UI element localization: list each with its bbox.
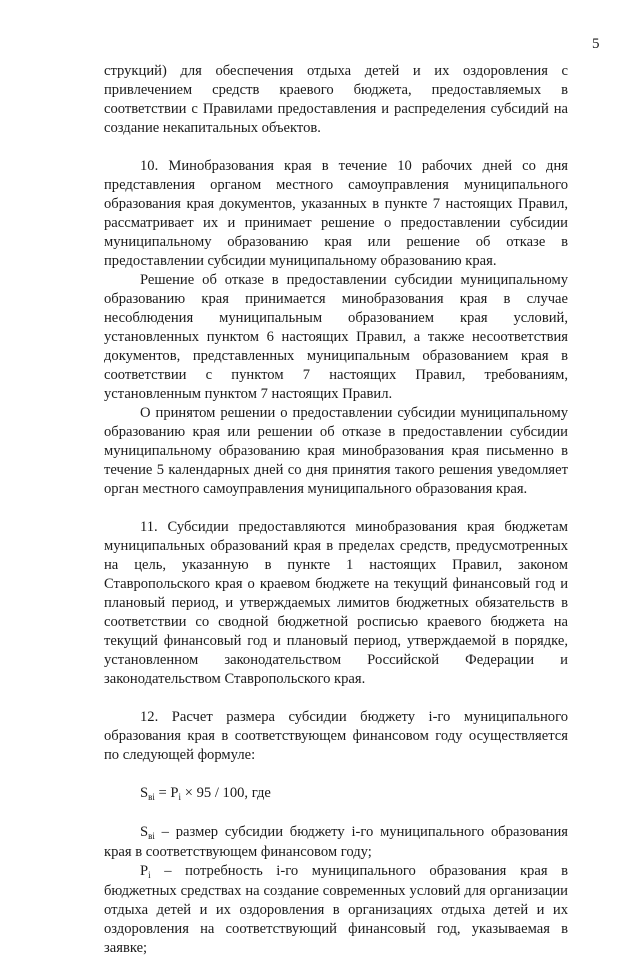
definition-subsidy: $S_{вi}$ – размер субсидии бюджету i-го муниципального образования края в соответствующем финансовом году; (104, 824, 568, 860)
definition-need: $P_i$ – потребность i-го муниципального образования края в бюджетных средствах на создание современных условий для организации отдыха детей и их оздоровления в организациях отдыха детей и их оздоровления на соответствующий финансовый год, указываемая в заявке; (104, 863, 568, 956)
paragraph-item-10: 10. Минобразования края в течение 10 рабочих дней со дня представления органом местного самоуправления муниципального образования края документов, указанных в пункте 7 настоящих Правил, рассматривает их и принимает решение о предоставлении субсидии муниципальному образованию края или решение об отказе в предоставлении субсидии муниципальному образованию края. (104, 158, 568, 269)
document-body (104, 62, 568, 958)
paragraph-notification: О принятом решении о предоставлении субсидии муниципальному образованию края или решении об отказе в предоставлении субсидии муниципальному образованию края минобразования края письменно в течение 5 календарных дней со дня принятия такого решения уведомляет орган местного самоуправления муниципального образования края. (104, 405, 568, 497)
paragraph-refusal: Решение об отказе в предоставлении субсидии муниципальному образованию края принимается минобразования края в случае несоблюдения муниципальным образованием края условий, установленных пунктом 6 настоящих Правил, а также несоответствия документов, представленных муниципальным образованием края в соответствии с пунктом 7 настоящих Правил, требованиям, установленным пунктом 7 настоящих Правил. (104, 272, 568, 402)
paragraph-item-12: 12. Расчет размера субсидии бюджету i-го муниципального образования края в соответствующем финансовом году осуществляется по следующей формуле: (104, 709, 568, 763)
subsidy-formula: $S_{вi} = P_i \times 95 / 100$, где (140, 785, 271, 802)
page-number: 5 (592, 36, 600, 52)
paragraph-item-11: 11. Субсидии предоставляются минобразования края бюджетам муниципальных образований края в пределах средств, предусмотренных на цель, указанную в пункте 1 настоящих Правил, законом Ставропольского края о краевом бюджете на текущий финансовый год и плановый период, и утверждаемых лимитов бюджетных обязательств в соответствии со сводной бюджетной росписью краевого бюджета на текущий финансовый год и плановый период, утверждаемой в порядке, установленном законодательством Российской Федерации и законодательством Ставропольского края. (104, 519, 568, 687)
paragraph-continuation: струкций) для обеспечения отдыха детей и их оздоровления с привлечением средств краевого бюджета, предоставляемых в соответствии с Правилами предоставления и распределения субсидий на создание некапитальных объектов. (104, 63, 568, 136)
